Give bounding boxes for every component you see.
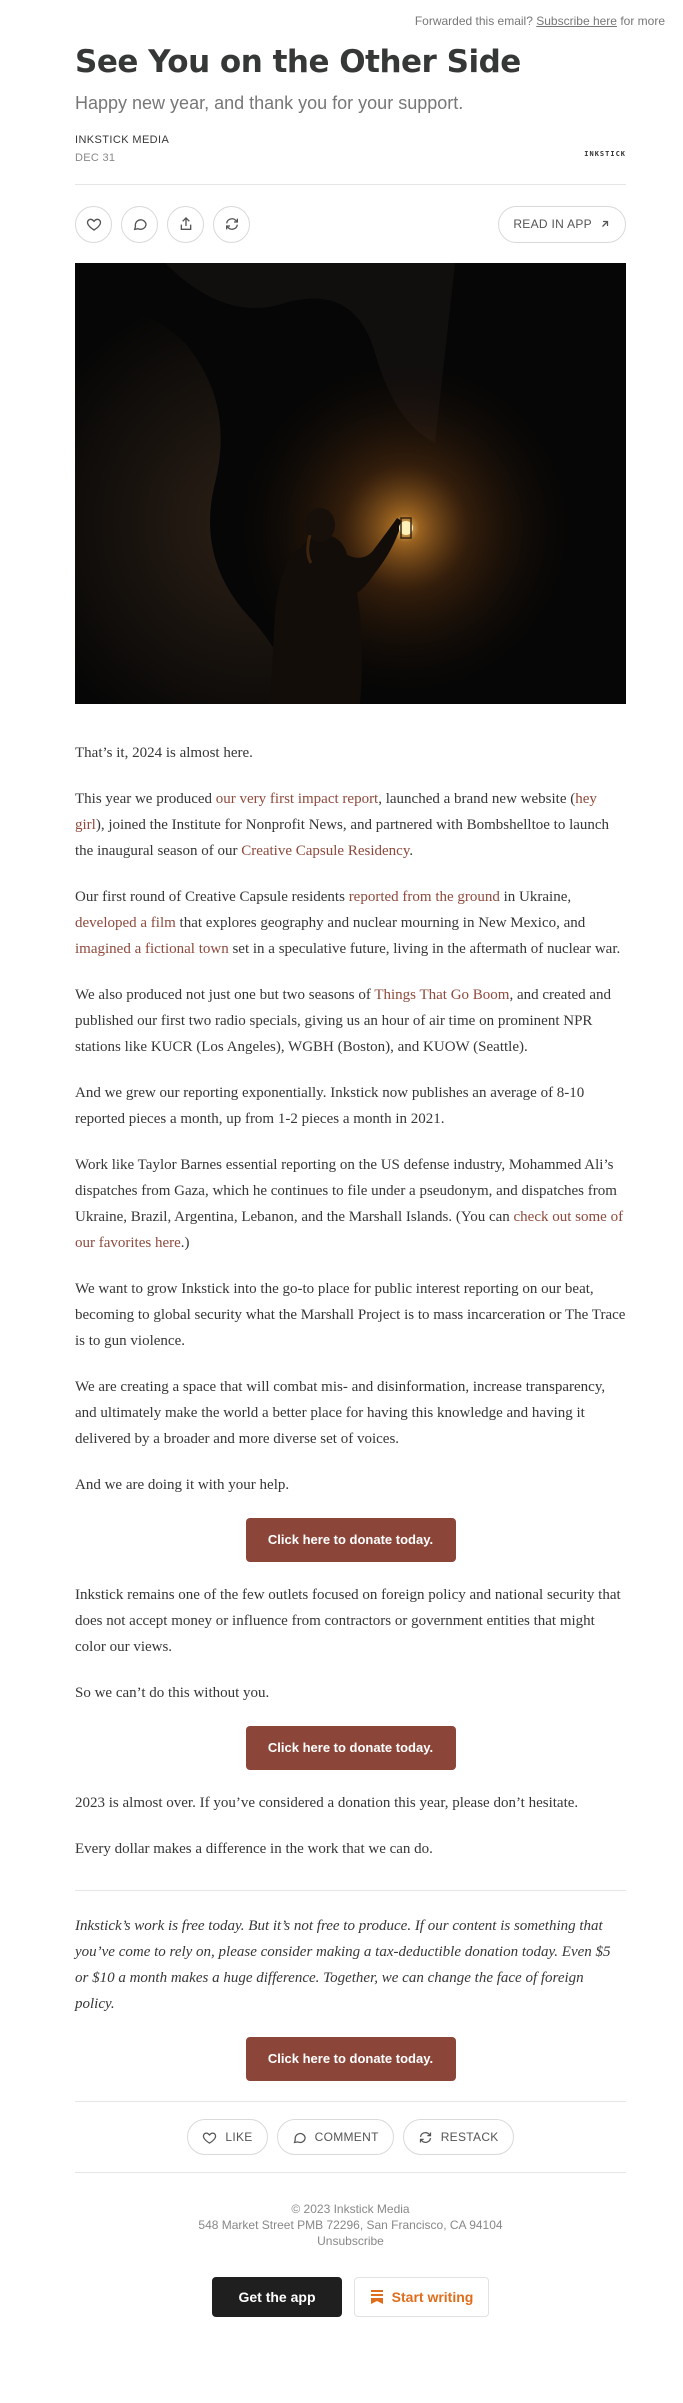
substack-logo-icon [370, 2289, 384, 2305]
paragraph: And we grew our reporting exponentially. Inkstick now publishes an average of 8-10 reported pieces a month, up from 1-2 pieces a month in 2021. [75, 1085, 585, 1128]
fictional-town-link[interactable]: imagined a fictional town [75, 941, 229, 958]
heart-icon [86, 216, 102, 232]
post-title[interactable]: See You on the Other Side [75, 44, 521, 80]
copyright: © 2023 Inkstick Media [291, 2202, 410, 2217]
donate-row [75, 1726, 626, 1770]
paragraph: We want to grow Inkstick into the go-to place for public interest reporting on our beat, becoming to global security what the Marshall Project is to mass incarceration or The Trace is to gun violence. [75, 1281, 626, 1350]
paragraph: We also produced not just one but two seasons of Things That Go Boom, and created and published our first two radio specials, giving us an hour of air time on prominent NPR stations like KUCR (Los Angeles), WGBH (Boston), and KUOW (Seattle). [75, 987, 612, 1056]
divider [75, 1890, 626, 1891]
hero-illustration [75, 263, 626, 704]
post-subtitle: Happy new year, and thank you for your support. [75, 93, 464, 114]
content-column [75, 44, 626, 2317]
favorites-link[interactable]: check out some of our favorites here [75, 1209, 624, 1252]
paragraph: Inkstick remains one of the few outlets focused on foreign policy and national security that does not accept money or influence from contractors or government entities that might color our views. [75, 1587, 621, 1656]
publication-name[interactable]: INKSTICK MEDIA [75, 134, 170, 147]
paragraph: And we are doing it with your help. [75, 1477, 290, 1494]
podcast-link[interactable]: Things That Go Boom [374, 987, 510, 1004]
donate-row [75, 2037, 626, 2081]
closing-appeal: Inkstick’s work is free today. But it’s not free to produce. If our content is something that you’ve come to rely on, please consider making a tax-deductible donation today. Even $5 or $10 a month makes a huge difference. Together, we can change the face of foreign policy. [75, 1918, 611, 2013]
website-link[interactable]: hey girl [75, 791, 597, 834]
get-app-button[interactable]: Get the app [212, 2277, 342, 2317]
action-bar [75, 185, 626, 263]
share-icon [178, 216, 194, 232]
donate-button[interactable]: Click here to donate today. [246, 2037, 456, 2081]
paragraph: That’s it, 2024 is almost here. [75, 745, 253, 762]
comment-pill-button[interactable]: COMMENT [277, 2119, 394, 2155]
donate-button[interactable]: Click here to donate today. [246, 1726, 456, 1770]
like-pill-button[interactable]: LIKE [187, 2119, 267, 2155]
comment-button[interactable] [121, 206, 158, 243]
address: 548 Market Street PMB 72296, San Francisco, CA 94104 [198, 2218, 503, 2233]
donate-row [75, 1518, 626, 1562]
paragraph: Every dollar makes a difference in the work that we can do. [75, 1841, 433, 1858]
paragraph: So we can’t do this without you. [75, 1685, 270, 1702]
forward-notice: Forwarded this email? Subscribe here for more [414, 14, 665, 28]
like-button[interactable] [75, 206, 112, 243]
residency-link[interactable]: Creative Capsule Residency [241, 843, 410, 860]
restack-icon [224, 216, 240, 232]
email-footer [75, 2201, 626, 2249]
comment-icon [132, 216, 148, 232]
post-meta [75, 134, 626, 164]
divider [75, 2172, 626, 2173]
restack-button[interactable] [213, 206, 250, 243]
paragraph: Work like Taylor Barnes essential reporting on the US defense industry, Mohammed Ali’s dispatches from Gaza, which he continues to file under a pseudonym, and dispatches from Ukraine, Brazil, Argentina, Lebanon, and the Marshall Islands. (You can check out some of our favorites here.) [75, 1157, 624, 1252]
heart-icon [202, 2130, 217, 2145]
comment-icon [292, 2130, 307, 2145]
footer-cta-row [75, 2277, 626, 2317]
impact-report-link[interactable]: our very first impact report [215, 791, 379, 808]
unsubscribe-link[interactable]: Unsubscribe [317, 2234, 384, 2249]
post-date: DEC 31 [75, 152, 116, 165]
share-button[interactable] [167, 206, 204, 243]
reaction-bar [75, 2102, 626, 2172]
paragraph: This year we produced our very first impact report, launched a brand new website (hey girl), joined the Institute for Nonprofit News, and partnered with Bombshelltoe to launch the inaugural season of our Creative Capsule Residency. [75, 791, 610, 860]
post-body [75, 740, 626, 2081]
paragraph: We are creating a space that will combat mis- and disinformation, increase transparency, and ultimately make the world a better place for having this knowledge and having it delivered by a broader and more diverse set of voices. [75, 1379, 606, 1448]
arrow-up-right-icon [599, 218, 611, 230]
brand-logo[interactable]: INKSTICK [584, 150, 626, 159]
read-in-app-button[interactable]: READ IN APP [498, 206, 626, 243]
reported-link[interactable]: reported from the ground [348, 889, 500, 906]
subscribe-link[interactable]: Subscribe here [536, 14, 617, 28]
restack-pill-button[interactable]: RESTACK [403, 2119, 514, 2155]
start-writing-button[interactable]: Start writing [354, 2277, 489, 2317]
donate-button[interactable]: Click here to donate today. [246, 1518, 456, 1562]
hero-image[interactable] [75, 263, 626, 704]
paragraph: Our first round of Creative Capsule residents reported from the ground in Ukraine, developed a film that explores geography and nuclear mourning in New Mexico, and imagined a fictional town set in a speculative future, living in the aftermath of nuclear war. [75, 889, 621, 958]
paragraph: 2023 is almost over. If you’ve considered a donation this year, please don’t hesitate. [75, 1795, 579, 1812]
film-link[interactable]: developed a film [75, 915, 176, 932]
restack-icon [418, 2130, 433, 2145]
